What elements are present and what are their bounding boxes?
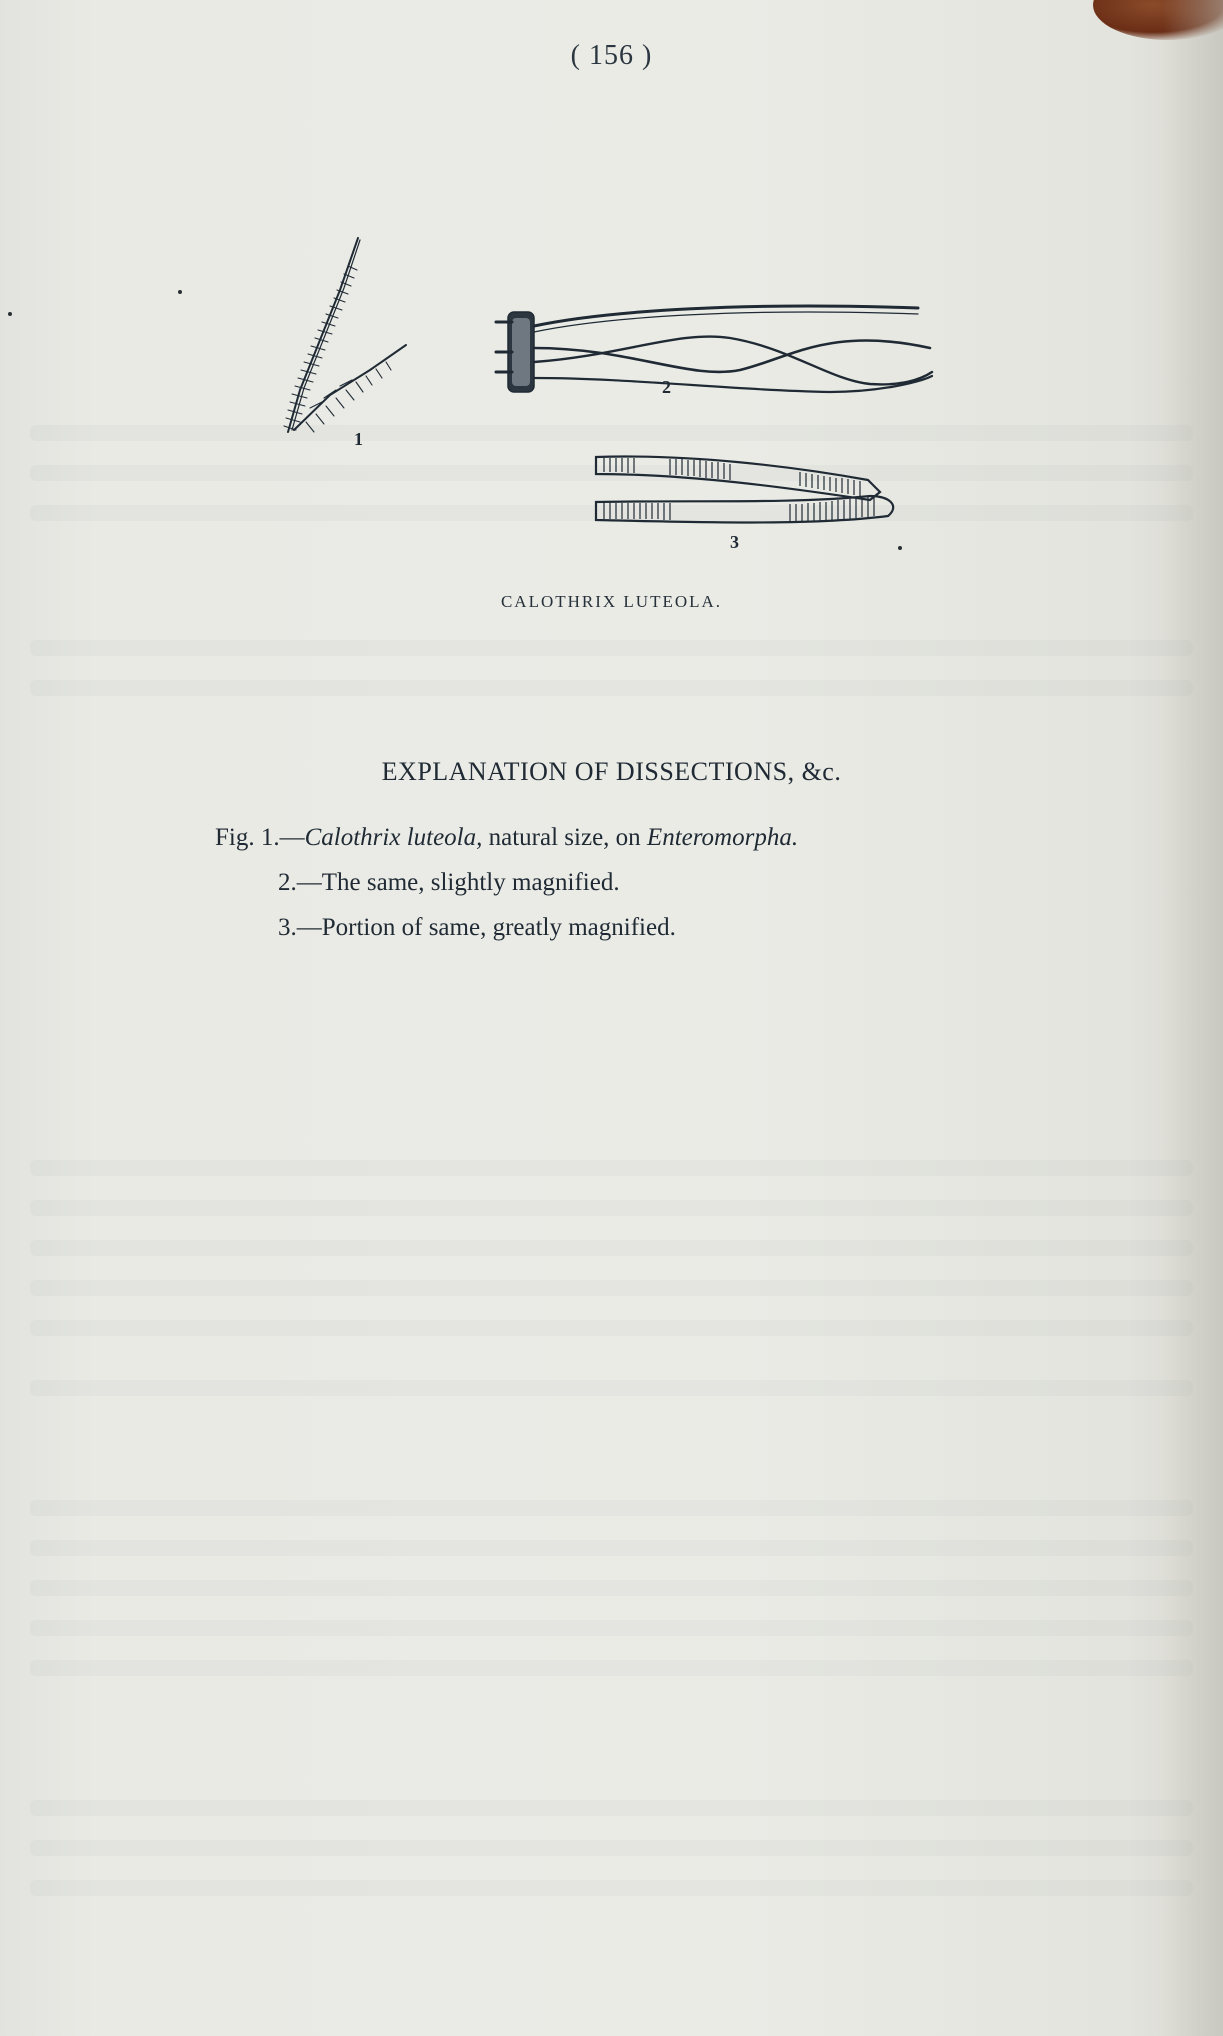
show-through-line (30, 1200, 1193, 1216)
show-through-line (30, 1620, 1193, 1636)
ink-speck (178, 290, 182, 294)
show-through-line (30, 1540, 1193, 1556)
figure-explanation-item: 2.—The same, slightly magnified. (278, 869, 620, 896)
species-name: Calothrix luteola, (304, 824, 483, 851)
figure-explanation-item (215, 815, 1115, 860)
show-through-line (30, 1800, 1193, 1816)
show-through-line (30, 1840, 1193, 1856)
show-through-line (30, 680, 1193, 696)
show-through-line (30, 1500, 1193, 1516)
figure-explanation-list (215, 815, 1115, 950)
show-through-line (30, 1580, 1193, 1596)
show-through-line (30, 1160, 1193, 1176)
show-through-line (30, 640, 1193, 656)
host-name: Enteromorpha. (646, 824, 799, 851)
figure-1-natural-size (284, 238, 406, 432)
thumb-photo-artifact (1093, 0, 1223, 40)
ink-speck (8, 312, 12, 316)
fig-prefix: Fig. 1.— (215, 824, 305, 851)
page-edge-shadow (1163, 0, 1223, 2036)
fig-description: natural size, on (482, 824, 647, 851)
figure-explanation-item: 3.—Portion of same, greatly magnified. (278, 914, 676, 941)
figure-3-greatly-magnified (596, 457, 893, 523)
calothrix-illustration (270, 230, 950, 560)
show-through-line (30, 1380, 1193, 1396)
page-number: ( 156 ) (570, 40, 653, 71)
figure-caption: CALOTHRIX LUTEOLA. (500, 592, 723, 611)
show-through-line (30, 1880, 1193, 1896)
show-through-line (30, 1320, 1193, 1336)
show-through-line (30, 1240, 1193, 1256)
figure-3-label: 3 (730, 532, 739, 552)
show-through-line (30, 1280, 1193, 1296)
section-heading: EXPLANATION OF DISSECTIONS, &c. (381, 757, 842, 786)
figure-1-label: 1 (354, 429, 363, 449)
engraving-figure (270, 230, 950, 560)
figure-2-label: 2 (662, 377, 671, 397)
figure-2-slightly-magnified (496, 306, 932, 392)
show-through-line (30, 1660, 1193, 1676)
